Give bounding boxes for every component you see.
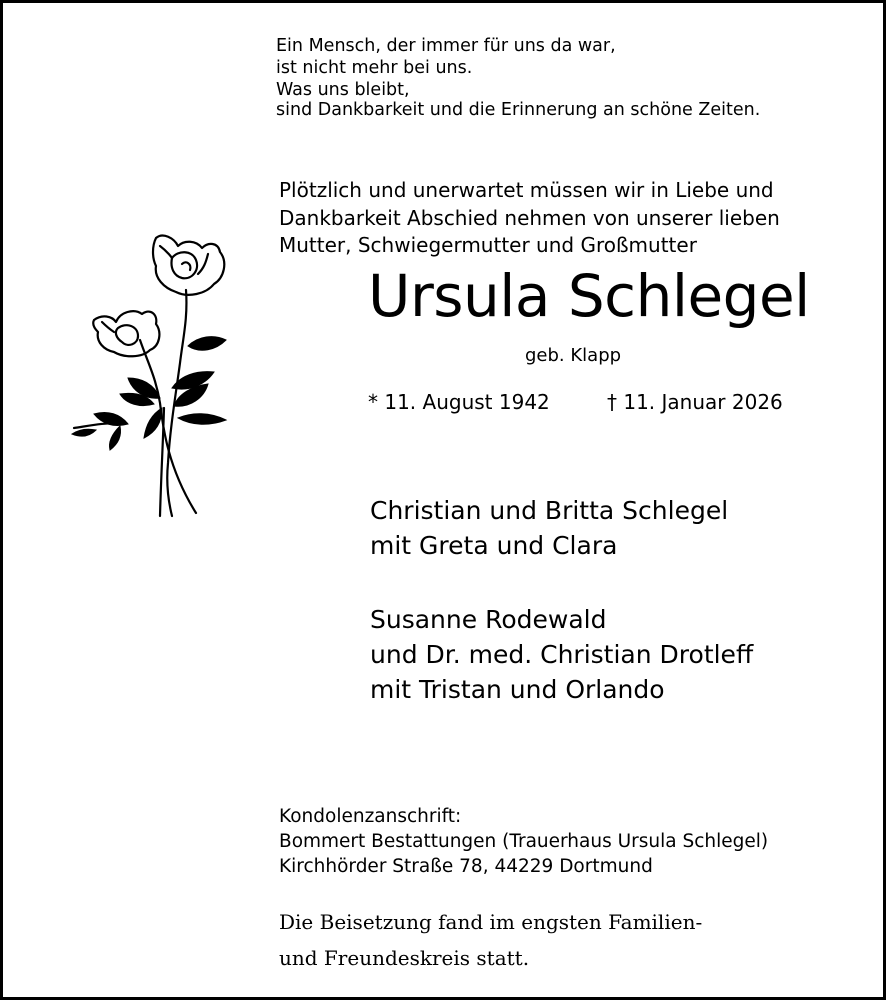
condolence-address-line-1: Bommert Bestattungen (Trauerhaus Ursula Schlegel) bbox=[279, 831, 769, 852]
mourner-group-2-line-3: mit Tristan und Orlando bbox=[370, 675, 665, 704]
condolence-label: Kondolenzanschrift: bbox=[279, 806, 462, 827]
burial-note-line-2: und Freundeskreis statt. bbox=[279, 946, 530, 970]
condolence-address-line-2: Kirchhörder Straße 78, 44229 Dortmund bbox=[279, 856, 653, 877]
poem-line-1: Ein Mensch, der immer für uns da war, bbox=[276, 36, 616, 56]
mourner-group-1-line-2: mit Greta und Clara bbox=[370, 531, 618, 560]
birth-date: * 11. August 1942 bbox=[368, 390, 550, 414]
intro-line-2: Dankbarkeit Abschied nehmen von unserer lieben bbox=[279, 206, 780, 230]
death-date: † 11. Januar 2026 bbox=[607, 390, 783, 414]
mourner-group-2-line-1: Susanne Rodewald bbox=[370, 605, 607, 634]
maiden-name: geb. Klapp bbox=[525, 345, 622, 366]
poem-line-3: Was uns bleibt, bbox=[276, 80, 410, 100]
poem-line-4: sind Dankbarkeit und die Erinnerung an schöne Zeiten. bbox=[276, 100, 761, 120]
intro-line-1: Plötzlich und unerwartet müssen wir in Liebe und bbox=[279, 178, 774, 202]
poem-line-2: ist nicht mehr bei uns. bbox=[276, 58, 473, 78]
intro-line-3: Mutter, Schwiegermutter und Großmutter bbox=[279, 233, 697, 257]
rose-illustration-icon bbox=[68, 228, 248, 520]
mourner-group-2-line-2: und Dr. med. Christian Drotleff bbox=[370, 640, 754, 669]
burial-note-line-1: Die Beisetzung fand im engsten Familien- bbox=[279, 910, 703, 934]
mourner-group-1-line-1: Christian und Britta Schlegel bbox=[370, 496, 729, 525]
deceased-name: Ursula Schlegel bbox=[368, 262, 810, 330]
